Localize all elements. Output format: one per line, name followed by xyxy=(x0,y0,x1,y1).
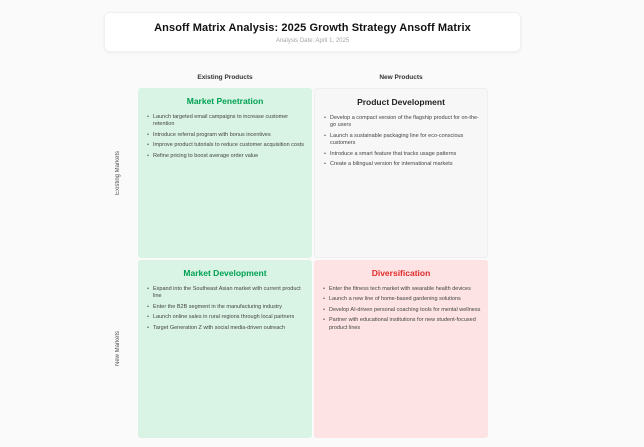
strategy-item: • Launch online sales in rural regions through local partners xyxy=(146,314,306,321)
column-label-existing-products: Existing Products xyxy=(197,74,253,81)
strategy-item: • Launch a new line of home-based gardening solutions xyxy=(322,296,482,303)
quadrant-title: Diversification xyxy=(371,268,431,278)
quadrant-title: Product Development xyxy=(357,97,445,107)
strategy-list xyxy=(321,115,481,169)
strategy-item: • Improve product tutorials to reduce customer acquisition costs xyxy=(146,142,306,149)
quadrant-title: Market Development xyxy=(183,268,267,278)
strategy-item: • Launch targeted email campaigns to increase customer retention xyxy=(146,114,306,129)
quadrant-market-development xyxy=(138,260,312,438)
column-label-new-products: New Products xyxy=(379,74,423,81)
strategy-item: • Create a bilingual version for international markets xyxy=(323,161,481,168)
column-headers xyxy=(138,74,488,81)
ansoff-matrix-grid xyxy=(138,88,488,438)
strategy-item: • Introduce a smart feature that tracks usage patterns xyxy=(323,151,481,158)
page-title: Ansoff Matrix Analysis: 2025 Growth Strategy Ansoff Matrix xyxy=(154,22,471,34)
row-label-text: New Markets xyxy=(115,331,121,367)
row-label-text: Existing Markets xyxy=(115,150,121,195)
strategy-item: • Target Generation Z with social media-driven outreach xyxy=(146,325,306,332)
strategy-list xyxy=(320,286,482,332)
analysis-date: Analysis Date: April 1, 2025 xyxy=(275,38,350,44)
strategy-item: • Launch a sustainable packaging line for eco-conscious customers xyxy=(323,133,481,148)
strategy-item: • Introduce referral program with bonus incentives xyxy=(146,132,306,139)
quadrant-product-development xyxy=(314,88,488,258)
strategy-item: • Develop AI-driven personal coaching tools for mental wellness xyxy=(322,307,482,314)
strategy-list xyxy=(144,286,306,332)
strategy-item: • Refine pricing to boost average order value xyxy=(146,153,306,160)
strategy-item: • Expand into the Southeast Asian market with current product line xyxy=(146,286,306,301)
strategy-item: • Develop a compact version of the flagship product for on-the-go users xyxy=(323,115,481,130)
quadrant-market-penetration xyxy=(138,88,312,258)
row-label-existing-markets xyxy=(110,88,126,258)
quadrant-diversification xyxy=(314,260,488,438)
strategy-item: • Enter the B2B segment in the manufacturing industry xyxy=(146,304,306,311)
header-card xyxy=(104,12,521,52)
quadrant-title: Market Penetration xyxy=(186,96,264,106)
strategy-item: • Partner with educational institutions for new student-focused product lines xyxy=(322,317,482,332)
row-label-new-markets xyxy=(110,260,126,438)
strategy-item: • Enter the fitness tech market with wearable health devices xyxy=(322,286,482,293)
strategy-list xyxy=(144,114,306,160)
